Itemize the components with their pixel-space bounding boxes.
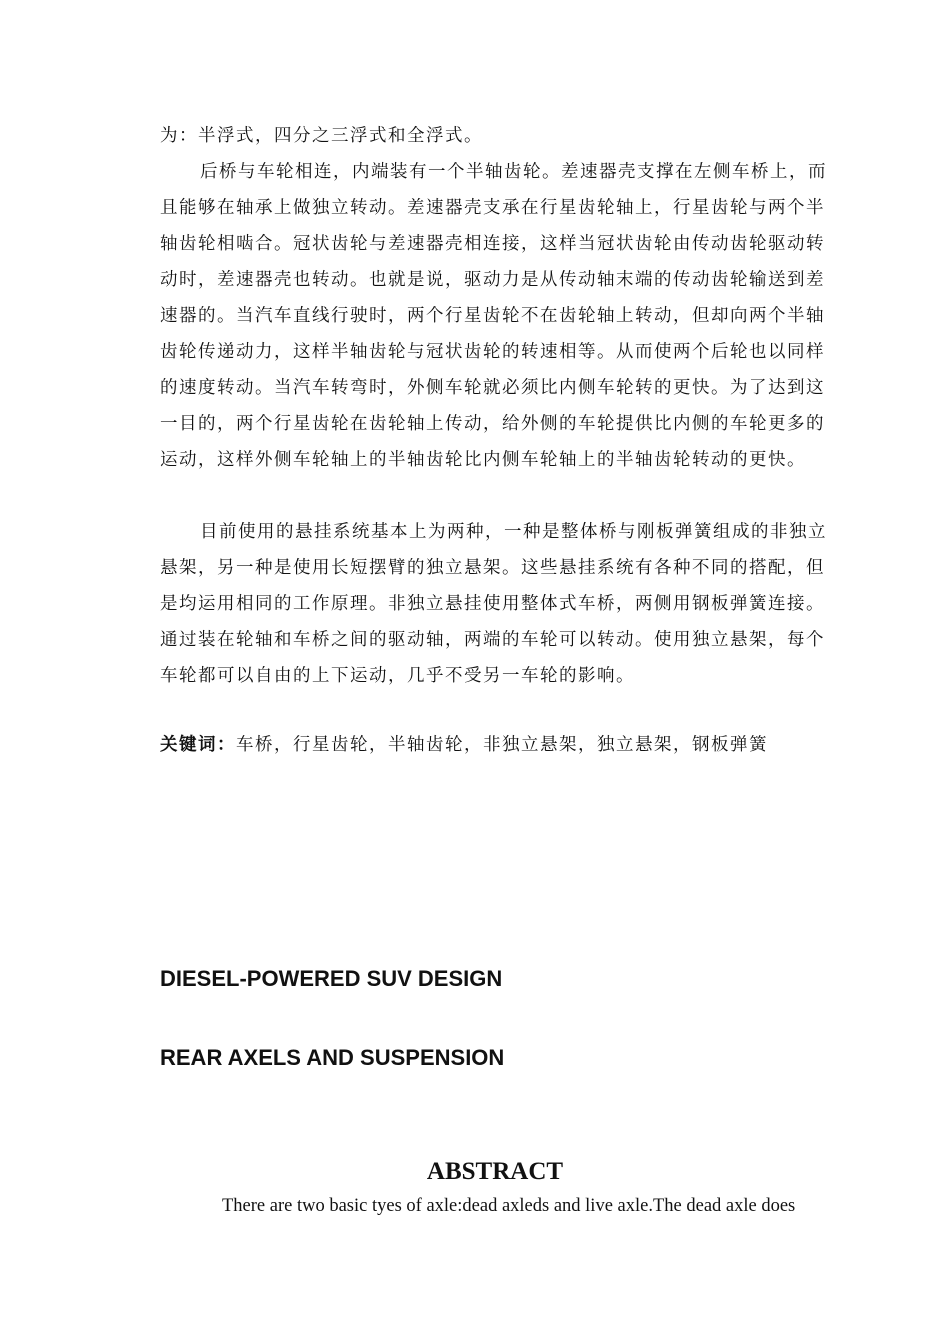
english-title-line-2: REAR AXELS AND SUSPENSION bbox=[160, 1045, 505, 1070]
paragraph-rear-axle: 后桥与车轮相连，内端装有一个半轴齿轮。差速器壳支撑在左侧车桥上，而且能够在轴承上做独立转动。差速器壳支承在行星齿轮轴上，行星齿轮与两个半轴齿轮相啮合。冠状齿轮与差速器壳相连接，这样当冠状齿轮由传动齿轮驱动转动时，差速器壳也转动。也就是说，驱动力是从传动轴末端的传动齿轮输送到差速器的。当汽车直线行驶时，两个行星齿轮不在齿轮轴上转动，但却向两个半轴齿轮传递动力，这样半轴齿轮与冠状齿轮的转速相等。从而使两个后轮也以同样的速度转动。当汽车转弯时，外侧车轮就必须比内侧车轮转的更快。为了达到这一目的，两个行星齿轮在齿轮轴上传动，给外侧的车轮提供比内侧的车轮更多的运动，这样外侧车轮轴上的半轴齿轮比内侧车轮轴上的半轴齿轮转动的更快。 bbox=[160, 162, 827, 470]
keywords-label: 关键词： bbox=[160, 735, 236, 755]
keywords-text: 车桥，行星齿轮，半轴齿轮，非独立悬架，独立悬架，钢板弹簧 bbox=[236, 735, 768, 755]
paragraph-continuation: 为：半浮式，四分之三浮式和全浮式。 bbox=[160, 126, 483, 146]
abstract-first-line: There are two basic tyes of axle:dead axleds and live axle.The dead axle does bbox=[222, 1196, 796, 1216]
english-title-line-1: DIESEL-POWERED SUV DESIGN bbox=[160, 966, 503, 991]
paragraph-suspension: 目前使用的悬挂系统基本上为两种，一种是整体桥与刚板弹簧组成的非独立悬架，另一种是使用长短摆臂的独立悬架。这些悬挂系统有各种不同的搭配，但是均运用相同的工作原理。非独立悬挂使用整体式车桥，两侧用钢板弹簧连接。通过装在轮轴和车桥之间的驱动轴，两端的车轮可以转动。使用独立悬架，每个车轮都可以自由的上下运动，几乎不受另一车轮的影响。 bbox=[160, 522, 827, 686]
abstract-heading: ABSTRACT bbox=[426, 1158, 564, 1185]
keywords-line bbox=[160, 727, 840, 763]
